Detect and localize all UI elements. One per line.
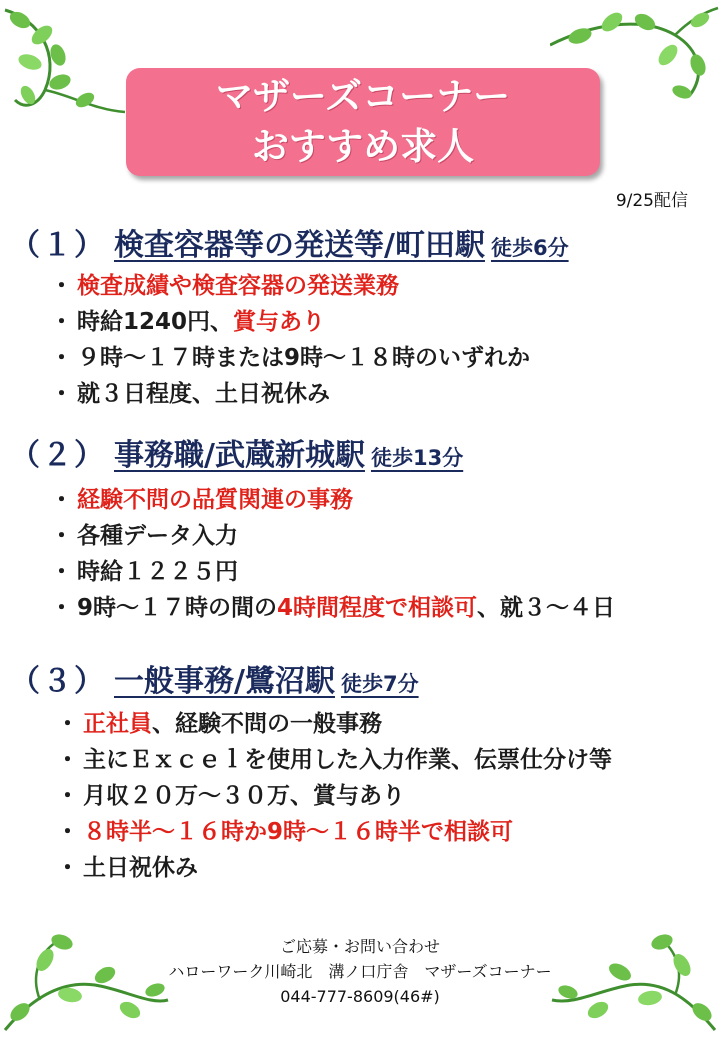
walk-time: 徒歩7分 [340,672,419,696]
title-banner [126,68,600,176]
detail-text: 主にＥｘｃｅｌを使用した入力作業、伝票仕分け等 [83,747,612,773]
bullet-mark: ・ [50,487,73,513]
bullet-mark: ・ [56,819,79,845]
highlight-text: 4時間程度で相談可 [277,595,478,621]
contact-heading: ご応募・お問い合わせ [279,937,440,956]
bullet-mark: ・ [50,309,73,335]
detail-text: 土日祝休み [83,855,198,881]
list-item [50,268,530,304]
walk-time: 徒歩6分 [490,236,569,260]
highlight-text: ８時半～１６時か9時～１６時半で相談可 [83,819,514,845]
job-details-list [56,706,612,886]
job-details-list [50,482,615,626]
list-item [50,518,615,554]
job-number: （２） [10,438,106,473]
job-number: （１） [10,228,106,263]
job-details-list [50,268,530,412]
job-title: 一般事務/鷺沼駅 [114,664,335,699]
job-heading-1 [10,220,569,264]
detail-text: 時給１２２５円 [77,559,238,585]
title-line-1: マザーズコーナー [215,75,511,118]
detail-text: 時給1240円、 [77,309,234,335]
bullet-mark: ・ [50,523,73,549]
list-item [50,376,530,412]
contact-info [0,934,720,1009]
highlight-text: 経験不問の品質関連の事務 [77,487,353,513]
bullet-mark: ・ [50,273,73,299]
bullet-mark: ・ [50,345,73,371]
bullet-mark: ・ [50,595,73,621]
job-title: 事務職/武蔵新城駅 [114,438,365,473]
detail-text: 、就３～４日 [477,595,616,621]
highlight-text: 検査成績や検査容器の発送業務 [77,273,399,299]
detail-text: 9時～１７時の間の [77,595,278,621]
highlight-text: 正社員 [83,711,152,737]
detail-text: 、経験不問の一般事務 [152,711,382,737]
job-number: （３） [10,664,106,699]
highlight-text: 賞与あり [233,309,326,335]
title-line-2: おすすめ求人 [251,125,475,168]
list-item [50,304,530,340]
list-item [50,590,615,626]
list-item [56,850,612,886]
bullet-mark: ・ [56,747,79,773]
job-heading-3 [10,656,419,700]
bullet-mark: ・ [56,711,79,737]
list-item [50,554,615,590]
contact-office: ハローワーク川崎北 溝ノ口庁舎 マザーズコーナー [168,962,552,981]
detail-text: 各種データ入力 [77,523,238,549]
bullet-mark: ・ [56,783,79,809]
detail-text: ９時～１７時または9時～１８時のいずれか [77,345,531,371]
list-item [50,340,530,376]
walk-time: 徒歩13分 [370,446,464,470]
contact-phone: 044-777-8609(46#) [280,987,440,1006]
detail-text: 月収２０万～３０万、賞与あり [83,783,405,809]
bullet-mark: ・ [56,855,79,881]
list-item [56,742,612,778]
list-item [50,482,615,518]
list-item [56,706,612,742]
vine-decoration-icon [0,0,130,120]
bullet-mark: ・ [50,559,73,585]
job-heading-2 [10,430,463,474]
bullet-mark: ・ [50,381,73,407]
list-item [56,778,612,814]
delivery-date: 9/25配信 [615,191,688,211]
job-title: 検査容器等の発送等/町田駅 [114,228,485,263]
list-item [56,814,612,850]
detail-text: 就３日程度、土日祝休み [77,381,330,407]
